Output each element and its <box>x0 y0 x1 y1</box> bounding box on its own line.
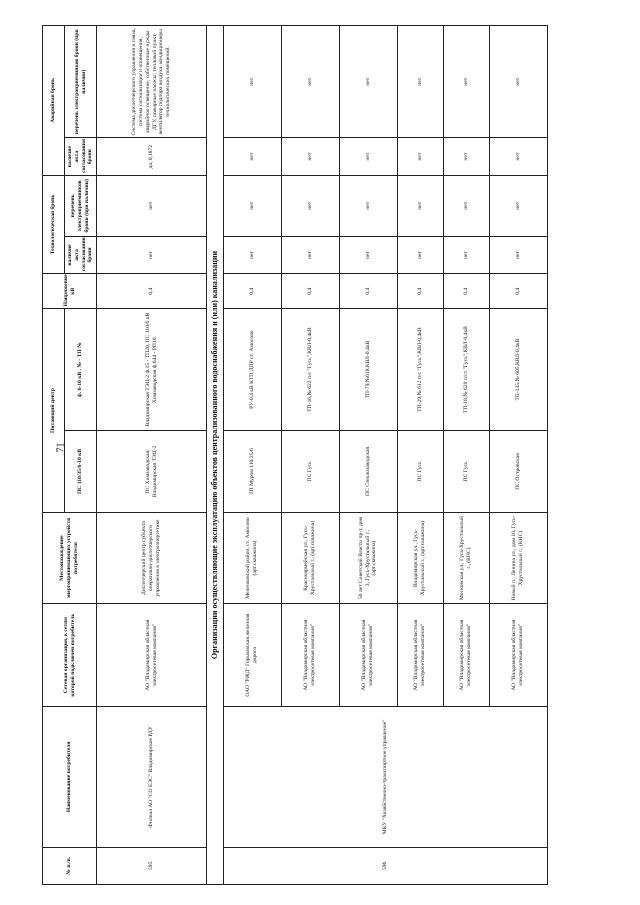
header-network-org: Сетевая организация, к сетям которой подключен потребитель <box>43 604 97 707</box>
header-emerg-act: наличие акта согласования брони <box>65 138 97 175</box>
header-emerg-list: перечень электроприемников брони (при наличии) <box>65 26 97 138</box>
cell-tech-act: нет <box>223 236 281 273</box>
cell-emerg-act: нет <box>281 138 339 175</box>
cell-ps: ПС Химзаводская; Владимирская ТЭЦ-2 <box>97 431 207 513</box>
cell-consumer: Филиал АО "СО ЕЭС" Владимирское РДУ <box>97 707 207 847</box>
cell-network: АО "Владимирская областная электросетевая компания" <box>281 604 339 707</box>
cell-tech-act: нет <box>397 236 443 273</box>
cell-ps: ПС Островская <box>489 431 547 513</box>
cell-feeder: Владимирская ТЭЦ-2 ф.15 - ТП20, ПС 110/6 кВ Химзаводская ф.644 - РП10. <box>97 309 207 431</box>
table-row <box>97 26 207 885</box>
cell-tech-list: нет <box>339 175 397 236</box>
cell-emerg-act: нет <box>489 138 547 175</box>
cell-voltage: 0,4 <box>281 274 339 309</box>
cell-ps: ТП Муром 110/25/6 <box>223 431 281 513</box>
cell-tech-list: нет <box>489 175 547 236</box>
cell-voltage: 0,4 <box>97 274 207 309</box>
header-supply-center: Питающий центр <box>43 309 65 513</box>
cell-tech-list: нет <box>97 175 207 236</box>
cell-tech-list: нет <box>281 175 339 236</box>
cell-network: АО "Владимирская областная электросетевая компания" <box>397 604 443 707</box>
cell-location: Красноармейская ул., Гусь-Хрустальный г., (арт.скважина) <box>281 512 339 603</box>
cell-network: АО "Владимирская областная электросетевая компания" <box>97 604 207 707</box>
page-number: 71 <box>55 442 67 453</box>
cell-emerg-act: нет <box>397 138 443 175</box>
cell-network: ОАО "РЖД" Горьковская железная дорога <box>223 604 281 707</box>
cell-ps: ПС Гусь <box>443 431 489 513</box>
cell-ps: ПС Гусь <box>397 431 443 513</box>
cell-emerg-act: нет <box>443 138 489 175</box>
table-row <box>223 26 281 885</box>
cell-feeder: ТП-29,№ 612 п/с "Гусь",КВЛ-0,4кВ <box>397 309 443 431</box>
cell-network: АО "Владимирская областная электросетевая компания" <box>489 604 547 707</box>
header-location: Местонахождение энергопринимающих устройств потребителя <box>43 512 97 603</box>
header-voltage: Напряжение, кВ <box>43 274 97 309</box>
cell-location: 50 лет Советской Власти пр-т, дом 3, Гусь-Хрустальный г., (арт.скважина) <box>339 512 397 603</box>
header-tech-armor: Технологическая бронь <box>43 175 65 273</box>
backup-power-table <box>42 25 548 885</box>
cell-network: АО "Владимирская областная электросетевая компания" <box>339 604 397 707</box>
cell-emerg-list: нет <box>397 26 443 138</box>
cell-consumer: МКУ "Хозяйственно-транспортное управление" <box>223 707 547 847</box>
cell-ps: ПС Гусь <box>281 431 339 513</box>
cell-emerg-act: нет <box>223 138 281 175</box>
cell-location: Московская ул., Гусь-Хрустальный г., (КНС) <box>443 512 489 603</box>
cell-location: Диспетчерский центр субъекта оперативно-диспетчерского управления в электроэнергетике <box>97 512 207 603</box>
cell-feeder: ТП-79,№618,КВЛ-0,4кВ <box>339 309 397 431</box>
cell-tech-act: нет <box>281 236 339 273</box>
cell-feeder: ТП-16,№ 622 п/с "Гусь",КВЛ-0,4кВ <box>281 309 339 431</box>
cell-location: Меленковский район, ст. Амосово (арт.скважина) <box>223 512 281 603</box>
cell-tech-act: нет <box>97 236 207 273</box>
cell-ps: ПС Стеклозаводская <box>339 431 397 513</box>
header-num: № п./п. <box>43 847 97 884</box>
cell-emerg-list: Система диспетчерского управления и связи, система сигнализации и оповещения, аварийное освещение, собственные нужды ДГУ, пожарные насосы, тепловой пункт, вентилятор подпора воздуха, кондиционеры технологических помещений. <box>97 26 207 138</box>
rotated-table-page <box>42 25 582 885</box>
cell-num: 596 <box>223 847 547 884</box>
cell-tech-list: нет <box>443 175 489 236</box>
cell-tech-list: нет <box>223 175 281 236</box>
cell-tech-act: нет <box>443 236 489 273</box>
cell-voltage: 0,4 <box>223 274 281 309</box>
header-consumer: Наименование потребителя <box>43 707 97 847</box>
cell-emerg-list: нет <box>339 26 397 138</box>
cell-emerg-act: да, 0,1872 <box>97 138 207 175</box>
section-row <box>207 26 224 885</box>
header-tech-list: перечень электроприемников брони (при наличии) <box>65 175 97 236</box>
cell-feeder: РУ-0,4 кВ КТП ДПР ст. Амосово <box>223 309 281 431</box>
header-ps: ПС 110/35/6-10 кВ <box>65 431 97 513</box>
cell-voltage: 0,4 <box>443 274 489 309</box>
cell-location: Владимирская ул., Гусь-Хрустальный г., (арт.скважина) <box>397 512 443 603</box>
cell-emerg-list: нет <box>443 26 489 138</box>
cell-voltage: 0,4 <box>489 274 547 309</box>
cell-location: Новый п., Ленина ул., дом 10, Гусь-Хрустальный г., (КНС) <box>489 512 547 603</box>
cell-emerg-act: нет <box>339 138 397 175</box>
cell-feeder: ТП-135,№ 605,КВЛ-0,4кВ <box>489 309 547 431</box>
cell-feeder: ТП-18,№ 620 п/ст "Гусь",КВЛ-0,4кВ <box>443 309 489 431</box>
cell-emerg-list: нет <box>223 26 281 138</box>
cell-tech-act: нет <box>339 236 397 273</box>
cell-emerg-list: нет <box>281 26 339 138</box>
cell-network: АО "Владимирская областная электросетевая компания" <box>443 604 489 707</box>
cell-emerg-list: нет <box>489 26 547 138</box>
header-emerg-armor: Аварийная бронь <box>43 26 65 176</box>
cell-voltage: 0,4 <box>339 274 397 309</box>
cell-tech-list: нет <box>397 175 443 236</box>
section-title: Организации осуществляющие эксплуатацию объектов централизованного водоснабжения и (или) канализации <box>207 26 224 885</box>
header-feeder: ф. 6-10 кВ , № - ТП № <box>65 309 97 431</box>
cell-tech-act: нет <box>489 236 547 273</box>
cell-num: 595 <box>97 847 207 884</box>
header-tech-act: наличие акта согласования брони <box>65 236 97 273</box>
cell-voltage: 0,4 <box>397 274 443 309</box>
